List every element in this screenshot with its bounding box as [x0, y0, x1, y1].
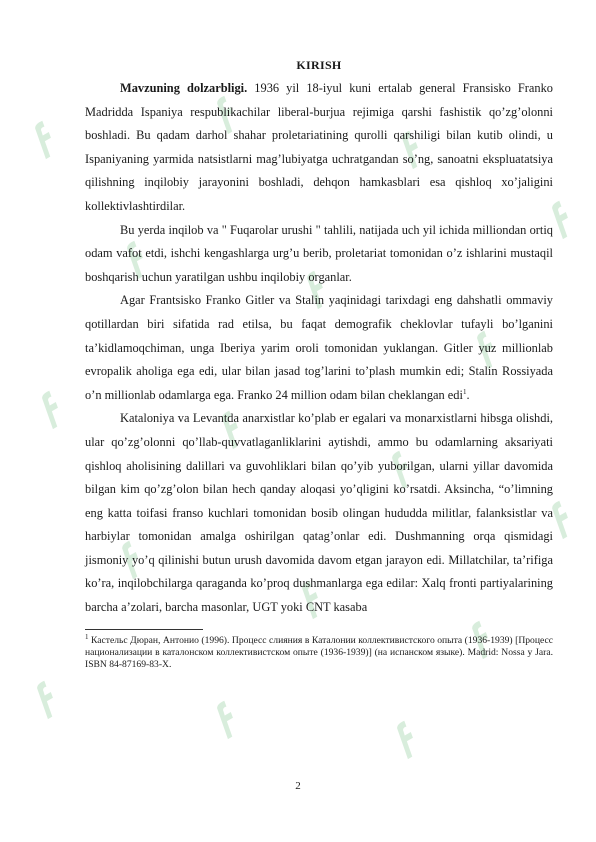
paragraph-text: Bu yerda inqilob va " Fuqarolar urushi " tahlili, natijada uch yil ichida milliondan ortiq odam vafot etdi, ishchi kengashlarga urg’u berib, proletariat tomonidan o’z ishlarini mustaqil boshqarish uchun yaratilgan ushbu inqilobiy organlar. [85, 222, 553, 284]
watermark-logo-icon [202, 695, 248, 745]
page-number: 2 [295, 780, 301, 792]
document-page [85, 58, 553, 672]
footnote [85, 632, 553, 672]
paragraph-text: 1936 yil 18-iyul kuni ertalab general Fransisko Franko Madridda Ispaniya respublikachilar liberal-burjua rejimiga qarshi fashistik qo’zg’olonni boshladi. Bu qadam darhol shahar proletariatining qurolli qarshiligi bilan kutib olindi, u Ispaniyaning yarmida natsistlarni mag’lubiyatga uchratgandan so’ng, sanoatni ekspluatatsiya qilishning inqilobiy jarayonini boshladi, dehqon hamkasblari esa qishloq xo’jaligini kollektivlashtirdilar. [85, 81, 553, 213]
document-title: KIRISH [296, 58, 342, 72]
paragraph-lead: Mavzuning dolzarbligi. [120, 81, 248, 95]
watermark-logo-icon [20, 115, 66, 165]
footnote-divider [85, 629, 203, 630]
footnote-text: Кастельс Дюран, Антонио (1996). Процесс слияния в Каталонии коллективистского опыта (1936-1939) [Процесс национализации в каталонском коллективистском опыте (1936-1939)] (на испанском языке). Madrid: Nossa y Jara. ISBN 84-87169-83-X. [85, 634, 553, 671]
paragraph-text: Kataloniya va Levantda anarxistlar ko’plab er egalari va monarxistlarni hibsga olishdi, ular qo’zg’olonni qo’llab-quvvatlaganliklarini aytishdi, ammo bu odamlarning aksariyati qishloq aholisining dalillari va guvohliklari bilan qo’yib yuborilgan, ularni yillar davomida bilgan kim qo’zg’olon bilan hech qanday aloqasi yo’qligini ko’rsatdi. Aksincha, “o’limning eng katta toifasi franso kuchlari tomonidan bosib olingan hududda militlar, falanksistlar va harbiylar tomonidan amalga oshirilgan qatag’onlar edi. Dushmanning orqa qismidagi jismoniy yo’q qilinishi butun urush davomida davom etgan jarayon edi. Millatchilar, ta’rifiga ko’ra, inqilobchilarga qaraganda ko’proq dushmanlarga ega edilar: Xalq fronti partiyalarining barcha a’zolari, barcha masonlar, UGT yoki CNT kasaba [85, 411, 553, 615]
paragraph-relevance [85, 77, 553, 219]
paragraph-end: . [466, 387, 470, 402]
watermark-logo-icon [382, 715, 428, 765]
footnote-number: 1 [85, 632, 89, 641]
paragraph-civil-war [85, 219, 553, 290]
watermark-logo-icon [27, 385, 73, 435]
paragraph-text: Agar Frantsisko Franko Gitler va Stalin yaqinidagi tarixdagi eng dahshatli ommaviy qotillardan biri sifatida rad etilsa, bu faqat demografik cheklovlar tufayli bo’lganini ta’kidlamoqchiman, unga Iberiya yarim oroli tomonidan yuklangan. Gitler yuz millionlab evropalik aholiga ega edi, ular bilan jasad tog’larini to’plash mumkin edi; Stalin Rossiyada o’n millionlab odamlarga ega. Franko 24 million odam bilan cheklangan edi [85, 293, 553, 402]
paragraph-franco [85, 289, 553, 407]
footnote-reference[interactable]: 1 [462, 387, 467, 396]
paragraph-catalonia [85, 407, 553, 619]
watermark-logo-icon [22, 675, 68, 725]
